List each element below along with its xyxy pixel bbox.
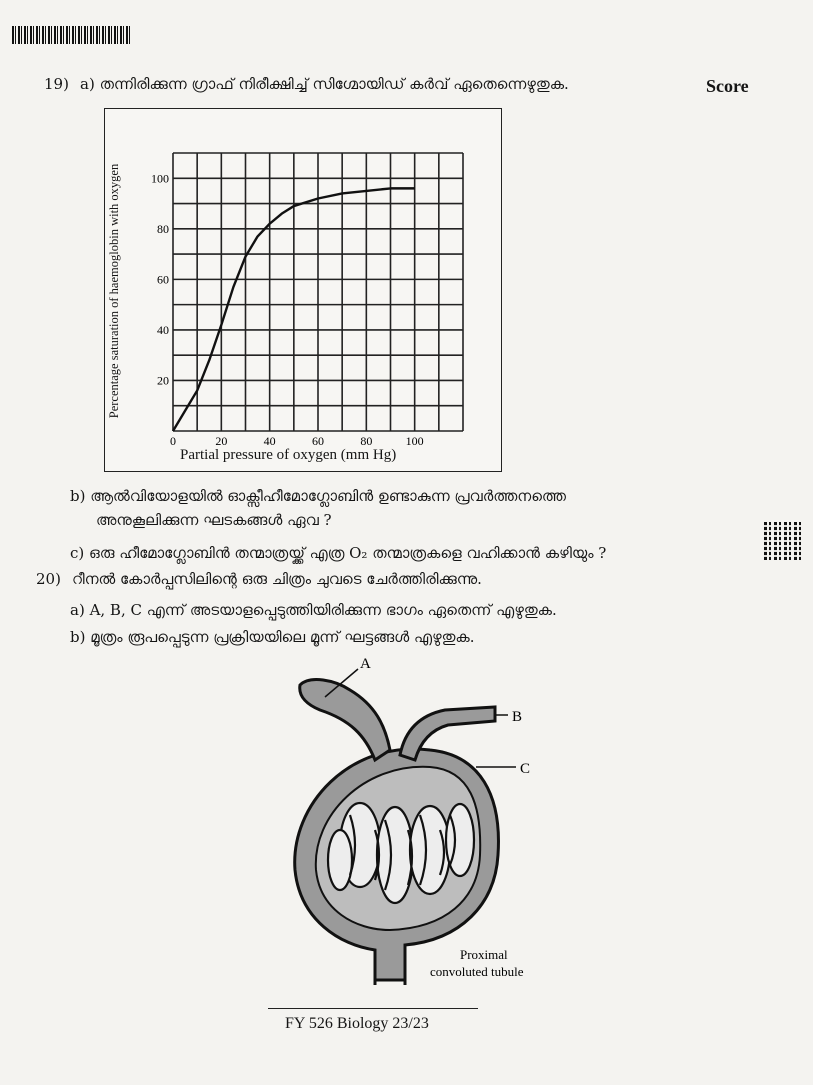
x-tick-label: 20	[215, 434, 228, 448]
x-tick-label: 80	[360, 434, 373, 448]
label-b: B	[512, 709, 523, 725]
page-footer: FY 526 Biology 23/23	[285, 1015, 429, 1032]
question-20-number: 20)	[36, 570, 61, 588]
x-tick-label: 100	[405, 434, 424, 448]
y-tick-label: 40	[157, 322, 169, 337]
x-tick-label: 40	[263, 434, 276, 448]
question-19a-text: a) തന്നിരിക്കുന്ന ഗ്രാഫ് നിരീക്ഷിച്ച് സിഗ്മോയിഡ് കർവ് ഏതെന്നെഴുതുക.	[80, 75, 569, 93]
y-tick-label: 100	[151, 171, 169, 186]
label-a: A	[360, 656, 371, 672]
question-19b-text-cont: അനുകൂലിക്കുന്ന ഘടകങ്ങൾ ഏവ ?	[96, 511, 332, 529]
y-tick-label: 60	[157, 272, 169, 287]
renal-corpuscle-diagram	[280, 655, 580, 985]
pct-label-line1: Proximal	[460, 947, 508, 962]
y-tick-label: 80	[157, 221, 169, 236]
x-tick-label: 0	[170, 434, 176, 448]
score-heading: Score	[706, 76, 749, 96]
question-19c-text: c) ഒരു ഹീമോഗ്ലോബിൻ തന്മാത്രയ്ക്ക് എത്ര O₂ തന്മാത്രകളെ വഹിക്കാൻ കഴിയും ?	[70, 544, 607, 562]
pct-label-line2: convoluted tubule	[430, 964, 524, 979]
footer-rule	[268, 1008, 478, 1009]
x-tick-label: 60	[312, 434, 324, 448]
chart-x-axis-label: Partial pressure of oxygen (mm Hg)	[180, 447, 397, 463]
afferent-arteriole	[300, 680, 390, 760]
label-c: C	[520, 761, 531, 777]
chart-canvas	[105, 109, 501, 471]
question-20b-text: b) മൂത്രം രൂപപ്പെടുന്ന പ്രക്രിയയിലെ മൂന്ന് ഘട്ടങ്ങൾ എഴുതുക.	[70, 628, 475, 646]
y-tick-label: 20	[157, 373, 169, 388]
question-20-intro: റീനൽ കോർപ്പസിലിന്റെ ഒരു ചിത്രം ചുവടെ ചേർത്തിരിക്കുന്നു.	[72, 570, 482, 588]
question-19b-text: b) ആൽവിയോളയിൽ ഓക്സീഹീമോഗ്ലോബിൻ ഉണ്ടാകുന്ന പ്രവർത്തനത്തെ	[70, 487, 566, 505]
question-20a-text: a) A, B, C എന്ന് അടയാളപ്പെടുത്തിയിരിക്കുന്ന ഭാഗം ഏതെന്ന് എഴുതുക.	[70, 601, 557, 619]
question-19-number: 19)	[44, 75, 69, 93]
barcode	[12, 26, 130, 44]
chart-y-axis-label: Percentage saturation of haemoglobin with oxygen	[107, 163, 121, 419]
oxygen-dissociation-chart	[104, 108, 502, 472]
qr-code	[764, 522, 802, 560]
